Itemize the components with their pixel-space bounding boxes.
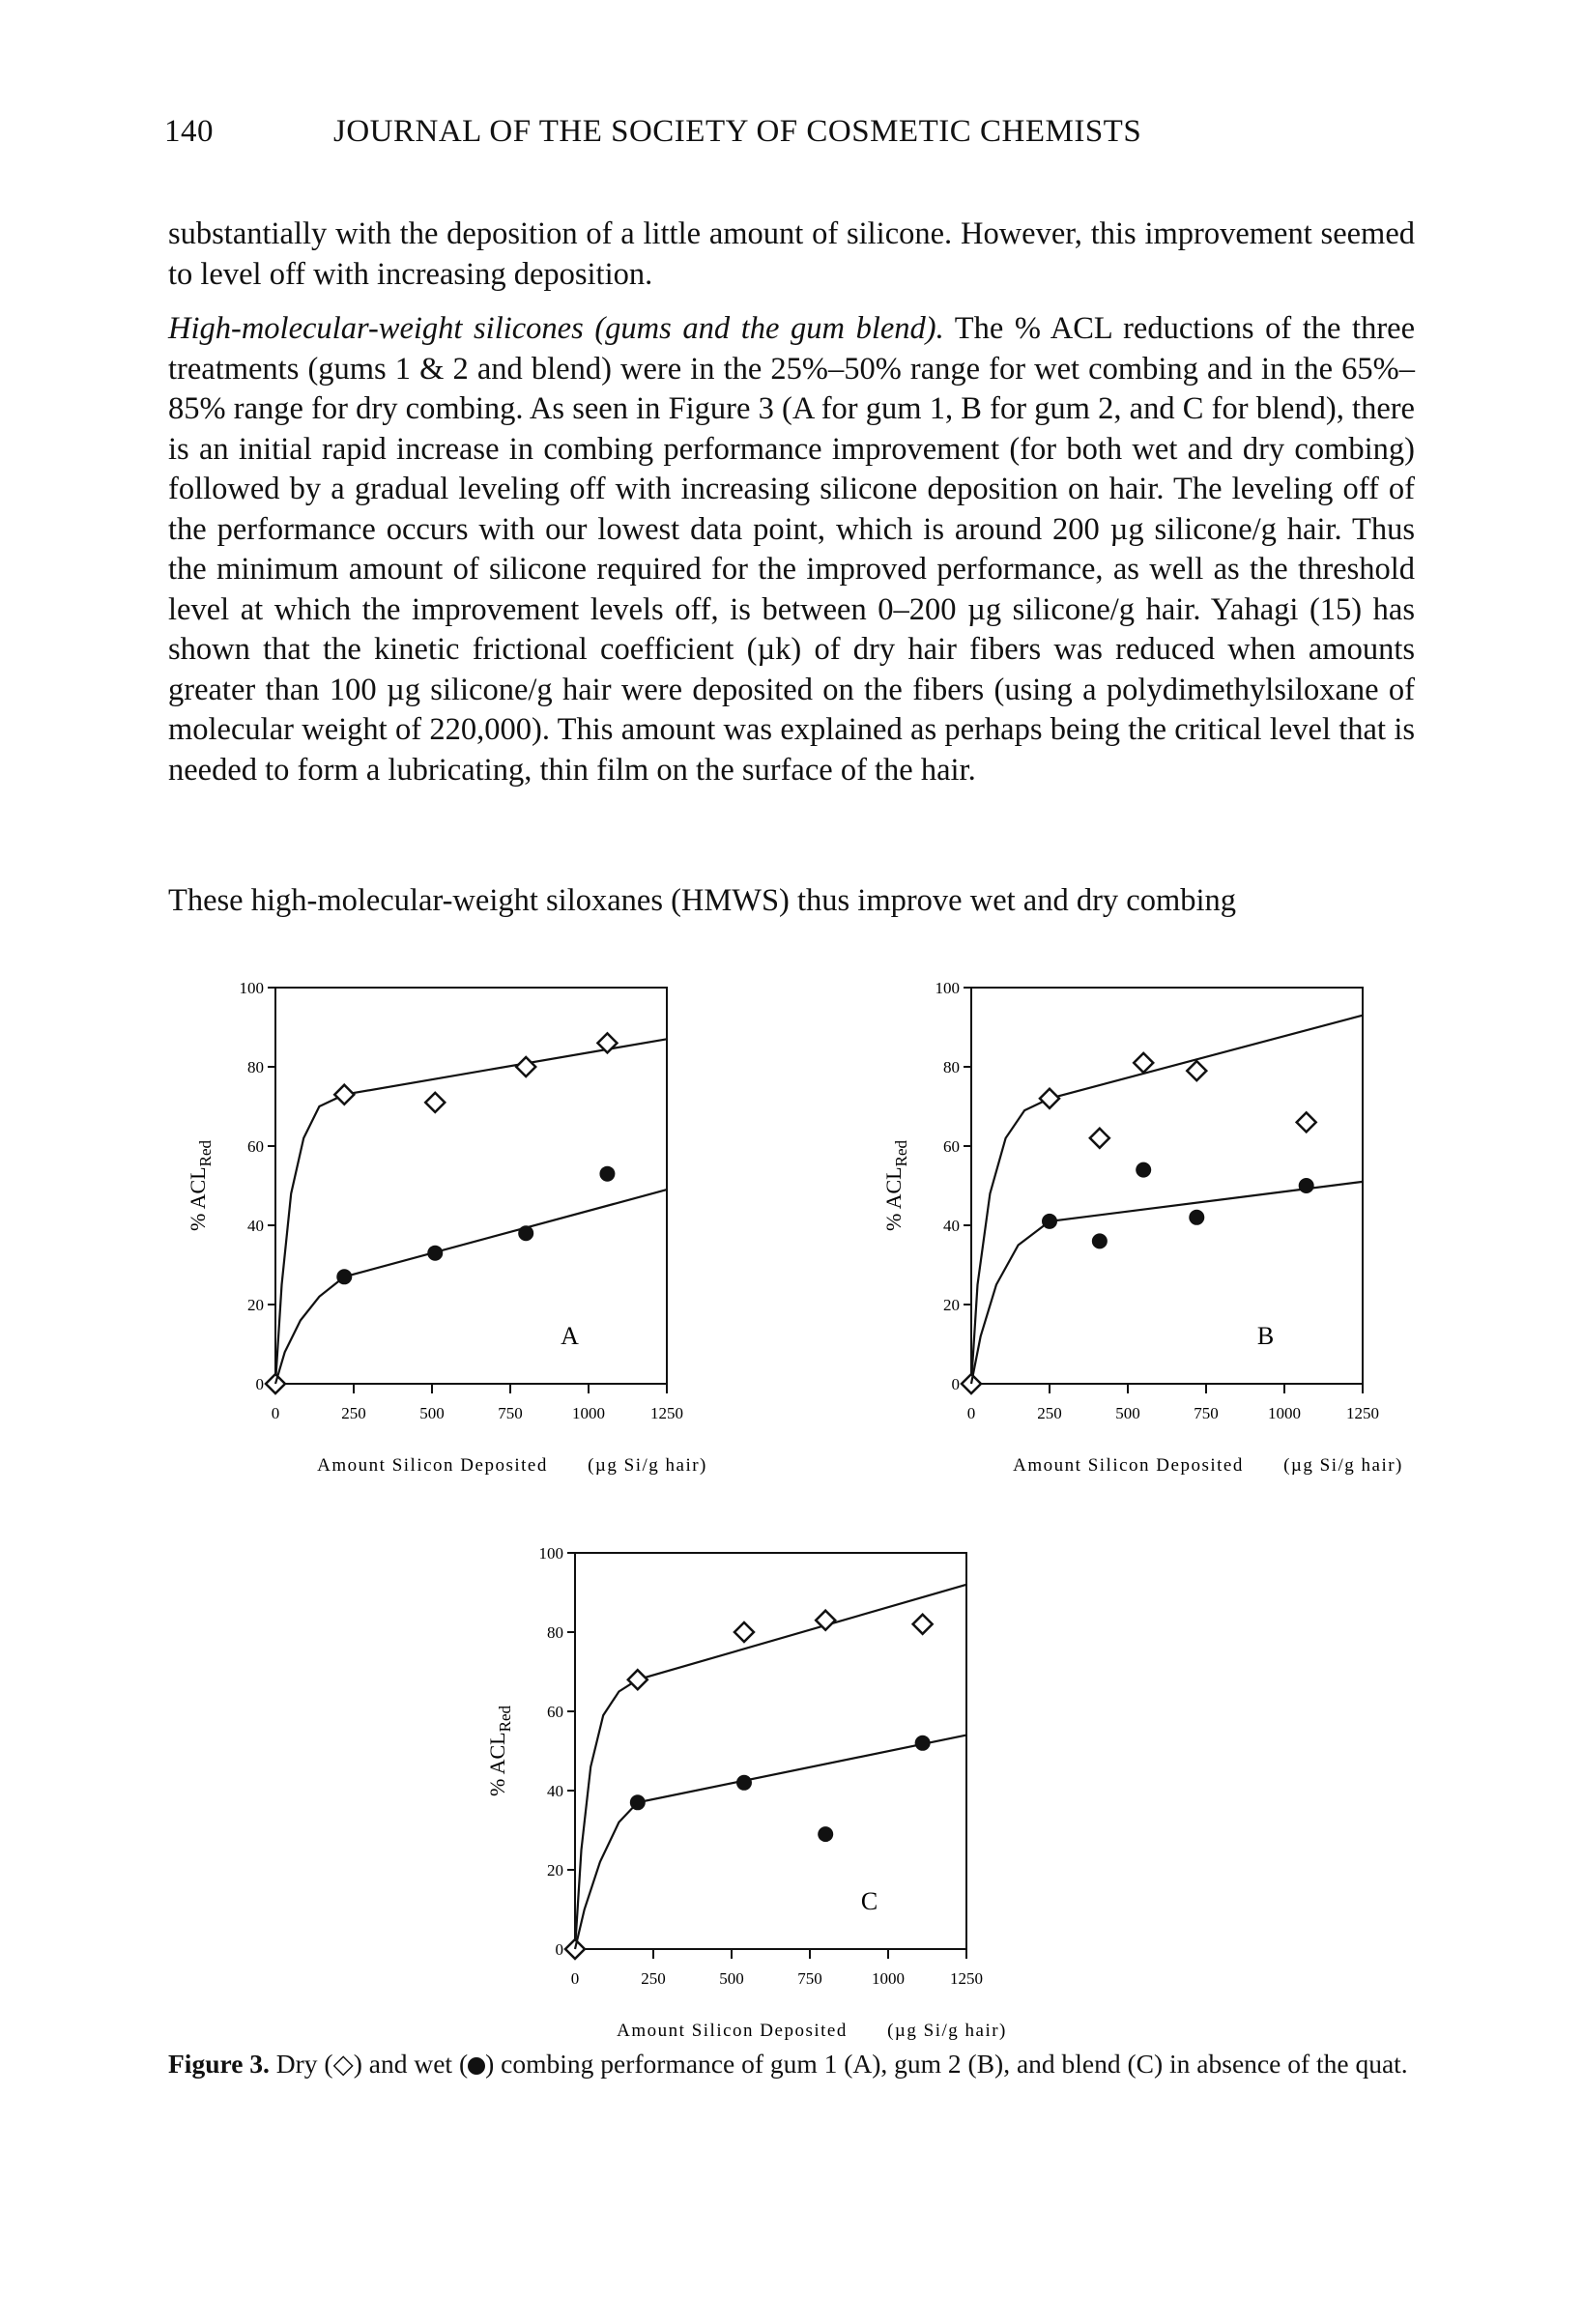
caption-text-3: ) combing performance of gum 1 (A), gum 2 (B), and blend (C) in absence of the quat. bbox=[485, 2049, 1408, 2079]
y-axis-label-sub: Red bbox=[892, 1139, 910, 1167]
x-axis-unit: (µg Si/g hair) bbox=[588, 1455, 705, 1476]
y-tick-label: 20 bbox=[247, 1296, 264, 1314]
wet-data-point bbox=[1136, 1162, 1151, 1178]
y-tick-label: 100 bbox=[538, 1544, 563, 1563]
caption-label: Figure 3. bbox=[168, 2049, 270, 2079]
y-tick-label: 20 bbox=[943, 1296, 960, 1314]
paragraph-3 bbox=[168, 881, 1415, 922]
x-tick-label: 1250 bbox=[650, 1404, 683, 1422]
dry-data-point bbox=[1040, 1089, 1059, 1108]
fit-line-wet bbox=[971, 1182, 1363, 1384]
x-tick-label: 1000 bbox=[1268, 1404, 1301, 1422]
wet-data-point bbox=[915, 1736, 931, 1751]
y-tick-label: 60 bbox=[547, 1703, 563, 1721]
paragraph-3-text: These high-molecular-weight siloxanes (HMWS) thus improve wet and dry combing bbox=[168, 883, 1236, 918]
chart-svg bbox=[155, 976, 705, 1498]
page-number: 140 bbox=[164, 114, 214, 149]
paragraph-1 bbox=[168, 215, 1415, 295]
dry-data-point bbox=[334, 1085, 354, 1105]
caption-text-1: Dry ( bbox=[269, 2049, 333, 2079]
chart-svg bbox=[850, 976, 1401, 1498]
wet-data-point bbox=[818, 1826, 833, 1842]
dry-data-point bbox=[1297, 1112, 1316, 1132]
x-tick-label: 0 bbox=[570, 1969, 580, 1988]
plot-frame bbox=[575, 1553, 966, 1949]
wet-data-point bbox=[630, 1794, 646, 1810]
wet-data-point bbox=[336, 1269, 352, 1284]
figure-caption bbox=[168, 2047, 1415, 2081]
x-tick-label: 250 bbox=[1037, 1404, 1062, 1422]
paragraph-2 bbox=[168, 309, 1415, 790]
y-tick-label: 80 bbox=[247, 1058, 264, 1076]
y-tick-label: 40 bbox=[247, 1217, 264, 1235]
x-tick-label: 0 bbox=[271, 1404, 280, 1422]
x-tick-label: 750 bbox=[797, 1969, 822, 1988]
panel-label: C bbox=[860, 1887, 878, 1915]
dry-data-point bbox=[1134, 1053, 1153, 1073]
caption-text-2: ) and wet ( bbox=[353, 2049, 469, 2079]
x-axis-unit: (µg Si/g hair) bbox=[1283, 1455, 1401, 1476]
x-tick-label: 1000 bbox=[572, 1404, 605, 1422]
wet-data-point bbox=[736, 1775, 752, 1791]
chart-svg bbox=[454, 1541, 1005, 2063]
wet-data-point bbox=[518, 1225, 533, 1241]
y-tick-label: 100 bbox=[239, 979, 264, 997]
y-tick-label: 0 bbox=[255, 1375, 264, 1393]
section-lead: High-molecular-weight silicones (gums and the gum blend). bbox=[168, 311, 944, 346]
y-axis-label-sub: Red bbox=[496, 1705, 514, 1733]
chart-panel-b bbox=[850, 976, 1401, 1503]
fit-line-wet bbox=[575, 1736, 966, 1949]
dry-data-point bbox=[516, 1057, 535, 1076]
wet-data-point bbox=[427, 1246, 443, 1261]
dry-data-point bbox=[913, 1615, 933, 1634]
chart-panel-c bbox=[454, 1541, 1005, 2068]
paragraph-2-body: The % ACL reductions of the three treatments (gums 1 & 2 and blend) were in the 25%–50% range for wet combing and in the 65%–85% range for dry combing. As seen in Figure 3 (A for gum 1, B for gum 2, and C for blend), there is an initial rapid increase in combing performance improvement (for both wet and dry combing) followed by a gradual leveling off with increasing silicone deposition on hair. The leveling off of the performance occurs with our lowest data point, which is around 200 µg silicone/g hair. Thus the minimum amount of silicone required for the improved performance, as well as the threshold level at which the improvement levels off, is between 0–200 µg silicone/g hair. Yahagi (15) has shown that the kinetic frictional coefficient (µk) of dry hair fibers was reduced when amounts greater than 100 µg silicone/g hair were deposited on the fibers (using a polydimethylsiloxane of molecular weight of 220,000). This amount was explained as perhaps being the critical level that is needed to form a lubricating, thin film on the surface of the hair. bbox=[168, 311, 1415, 788]
wet-data-point bbox=[1189, 1210, 1204, 1225]
wet-data-point bbox=[599, 1166, 615, 1182]
dry-data-point bbox=[628, 1670, 648, 1689]
y-tick-label: 80 bbox=[943, 1058, 960, 1076]
y-tick-label: 60 bbox=[247, 1137, 264, 1156]
y-axis-label-sub: Red bbox=[196, 1139, 215, 1167]
chart-panel-a bbox=[155, 976, 705, 1503]
dry-data-point bbox=[734, 1622, 754, 1642]
x-axis-label: Amount Silicon Deposited bbox=[1013, 1455, 1244, 1476]
x-axis-label: Amount Silicon Deposited bbox=[617, 2021, 848, 2041]
dry-data-point bbox=[1090, 1129, 1109, 1148]
y-tick-label: 60 bbox=[943, 1137, 960, 1156]
y-axis-label-main: % ACL bbox=[485, 1732, 509, 1797]
y-axis-label bbox=[485, 1705, 514, 1796]
dry-diamond-icon: ◇ bbox=[332, 2049, 354, 2079]
dry-data-point bbox=[425, 1093, 445, 1112]
y-tick-label: 100 bbox=[935, 979, 960, 997]
paragraph-1-text: substantially with the deposition of a little amount of silicone. However, this improvement seemed to level off with increasing deposition. bbox=[168, 216, 1415, 292]
x-tick-label: 1250 bbox=[1346, 1404, 1379, 1422]
y-axis-label bbox=[186, 1139, 215, 1231]
x-tick-label: 250 bbox=[341, 1404, 366, 1422]
panel-label: A bbox=[561, 1322, 579, 1350]
y-axis-label-main: % ACL bbox=[881, 1166, 906, 1232]
wet-data-point bbox=[1042, 1214, 1057, 1229]
x-tick-label: 1000 bbox=[872, 1969, 905, 1988]
x-tick-label: 250 bbox=[641, 1969, 666, 1988]
y-tick-label: 40 bbox=[547, 1782, 563, 1800]
wet-circle-icon bbox=[468, 2057, 485, 2075]
y-axis-label bbox=[881, 1139, 910, 1231]
y-axis-label-main: % ACL bbox=[186, 1166, 210, 1232]
y-tick-label: 0 bbox=[555, 1940, 563, 1959]
running-header bbox=[164, 114, 1421, 150]
y-tick-label: 20 bbox=[547, 1861, 563, 1879]
fit-line-wet bbox=[275, 1190, 667, 1384]
x-axis-label: Amount Silicon Deposited bbox=[317, 1455, 548, 1476]
x-tick-label: 750 bbox=[498, 1404, 523, 1422]
paragraph-2-text bbox=[168, 309, 1415, 790]
dry-data-point bbox=[1187, 1061, 1206, 1080]
journal-title: JOURNAL OF THE SOCIETY OF COSMETIC CHEMISTS bbox=[333, 114, 1142, 149]
x-tick-label: 500 bbox=[419, 1404, 445, 1422]
fit-line-dry bbox=[575, 1585, 966, 1949]
wet-data-point bbox=[1299, 1178, 1314, 1193]
x-tick-label: 500 bbox=[1115, 1404, 1140, 1422]
panel-label: B bbox=[1256, 1322, 1275, 1350]
y-tick-label: 80 bbox=[547, 1623, 563, 1642]
y-tick-label: 0 bbox=[951, 1375, 960, 1393]
fit-line-dry bbox=[275, 1039, 667, 1384]
wet-data-point bbox=[1092, 1233, 1108, 1248]
x-tick-label: 500 bbox=[719, 1969, 744, 1988]
fit-line-dry bbox=[971, 1016, 1363, 1384]
x-tick-label: 1250 bbox=[950, 1969, 983, 1988]
x-tick-label: 0 bbox=[966, 1404, 976, 1422]
x-tick-label: 750 bbox=[1194, 1404, 1219, 1422]
x-axis-unit: (µg Si/g hair) bbox=[887, 2021, 1005, 2041]
y-tick-label: 40 bbox=[943, 1217, 960, 1235]
